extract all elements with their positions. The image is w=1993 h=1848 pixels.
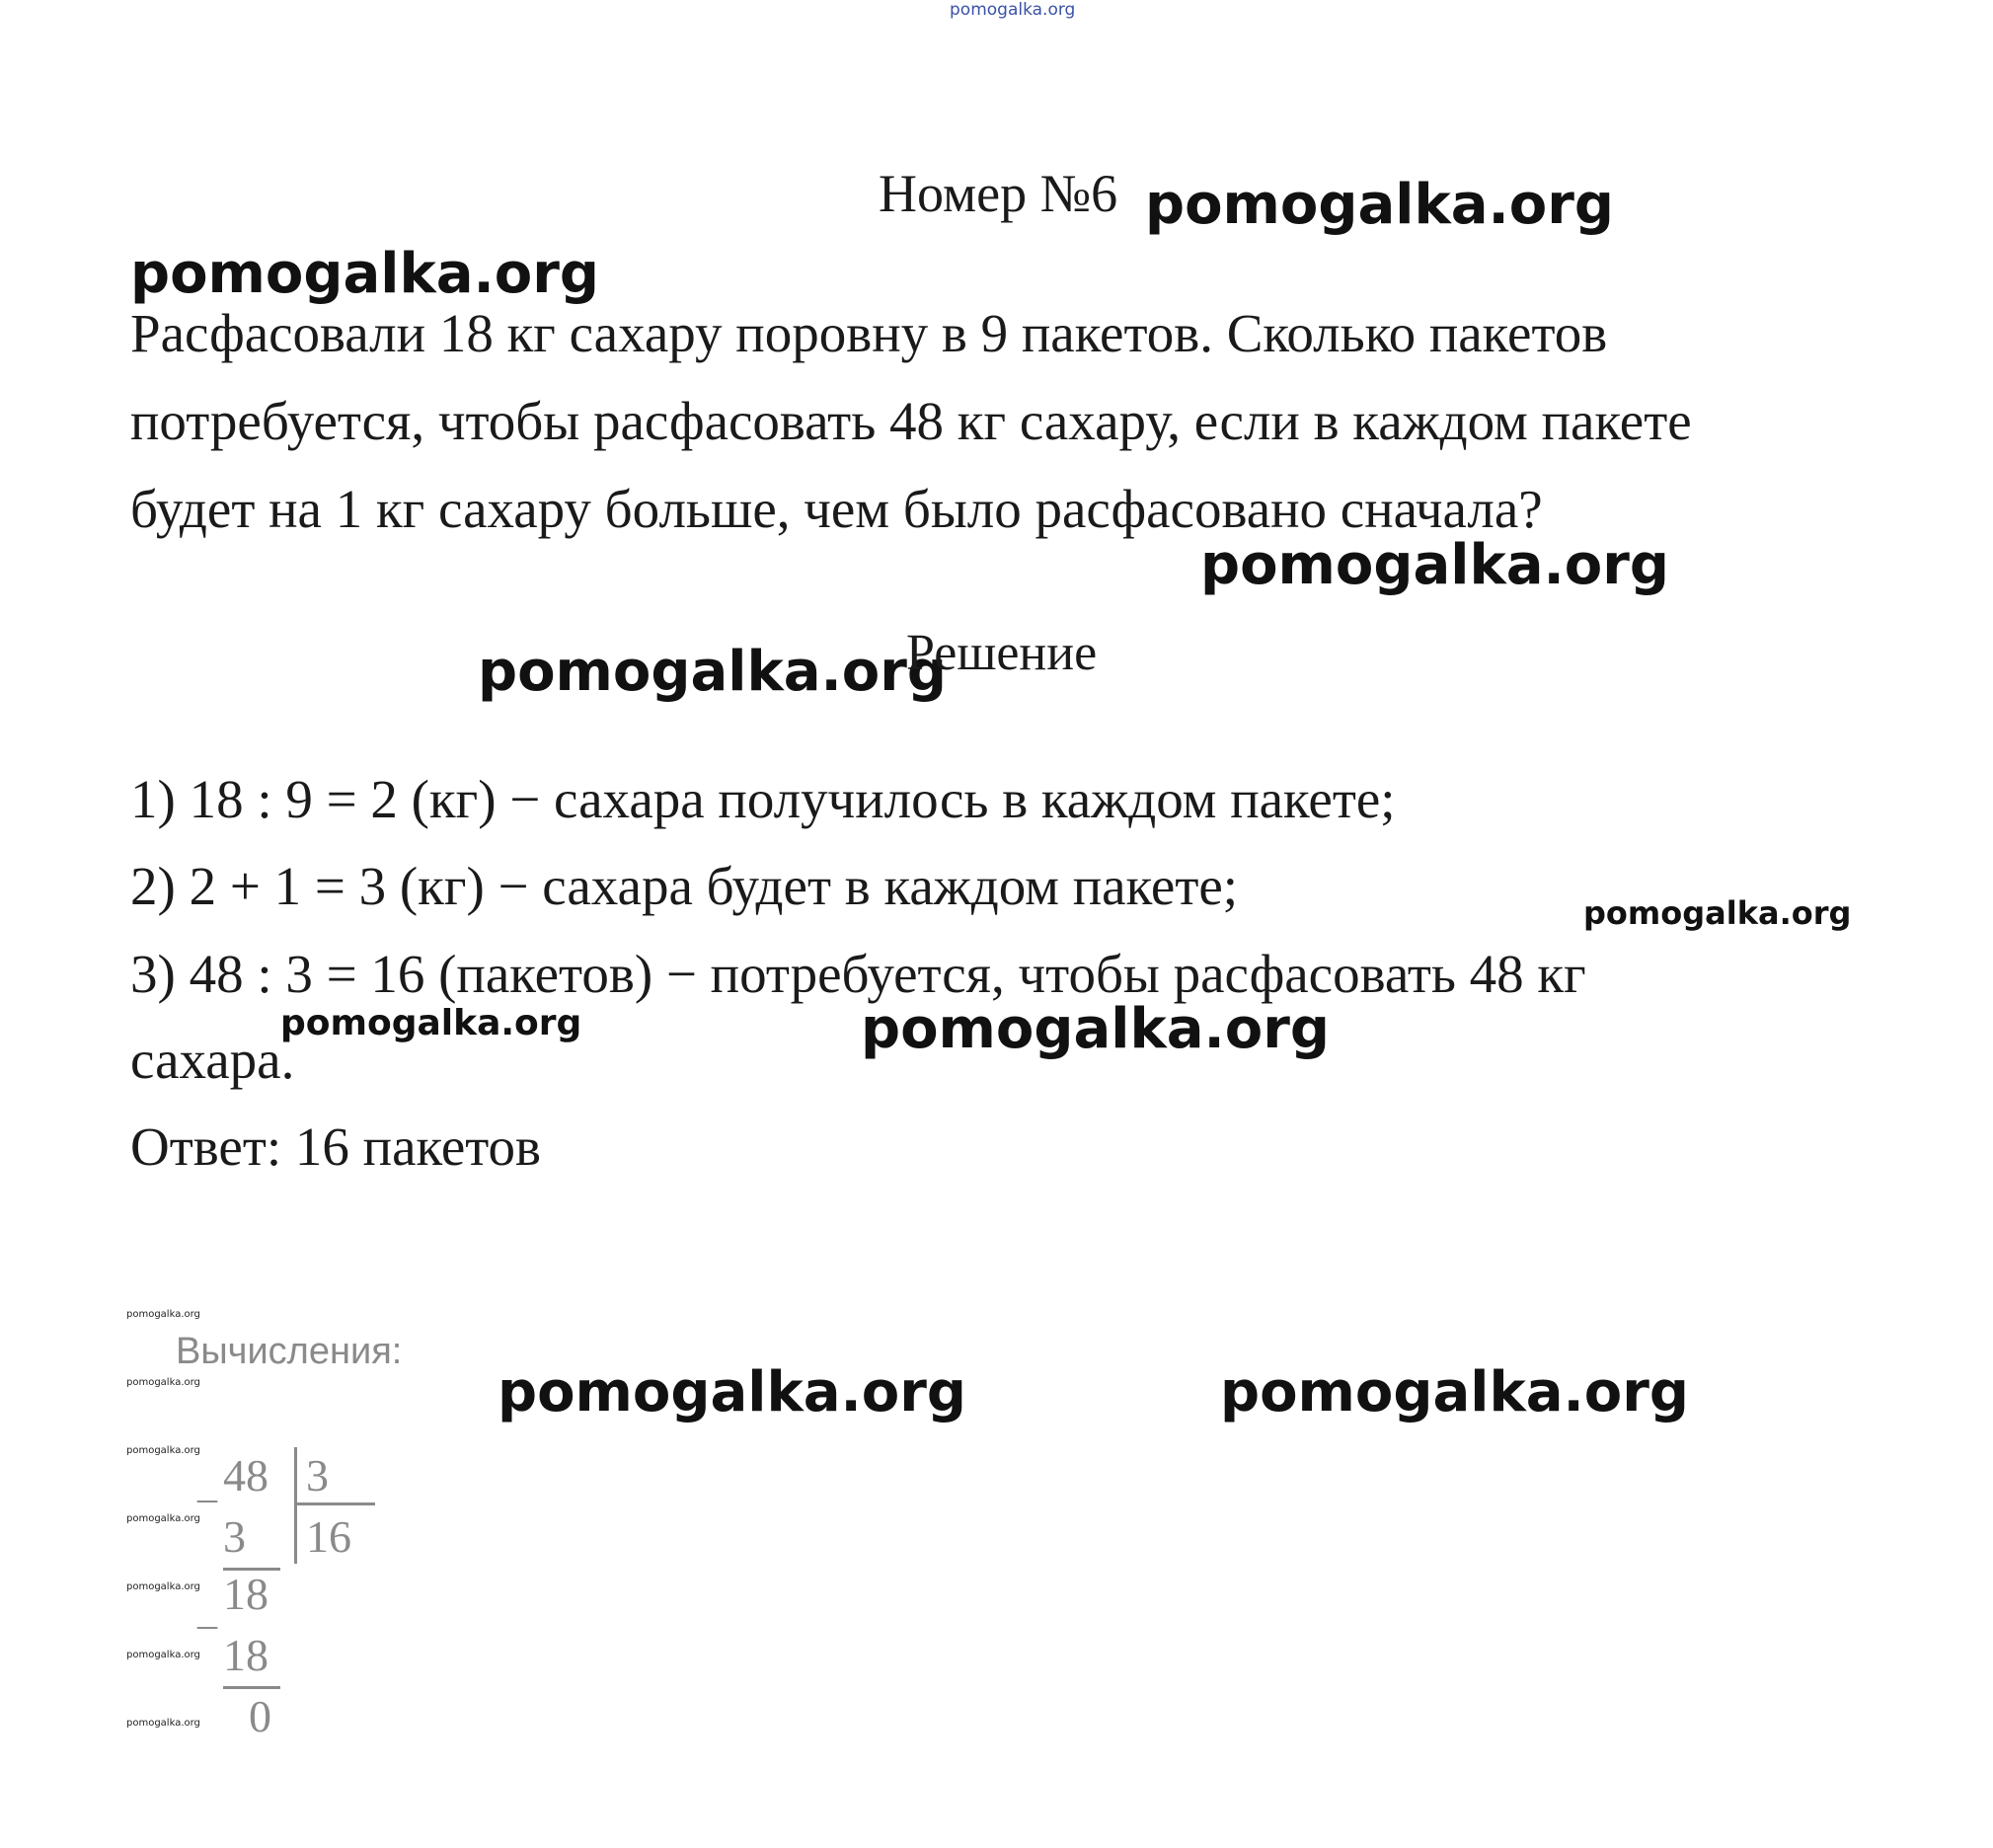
watermark: pomogalka.org [861, 997, 1330, 1061]
problem-line-3: будет на 1 кг сахару больше, чем было расфасовано сначала? [130, 479, 1543, 539]
minus-sign: _ [197, 1588, 217, 1633]
watermark: pomogalka.org [130, 242, 599, 306]
watermark: pomogalka.org [478, 640, 947, 704]
watermark: pomogalka.org [280, 1003, 582, 1043]
step-3-continued: сахара. [130, 1030, 295, 1090]
solution-heading: Решение [906, 625, 1098, 681]
subtrahend-1: 3 [223, 1511, 246, 1562]
quotient: 16 [306, 1511, 351, 1562]
division-bar [294, 1447, 297, 1564]
divisor: 3 [306, 1450, 329, 1501]
watermark: pomogalka.org [126, 1718, 200, 1729]
underline-2 [223, 1686, 280, 1689]
minus-sign: _ [197, 1462, 217, 1506]
watermark: pomogalka.org [1220, 1360, 1689, 1424]
remainder-2: 0 [249, 1691, 271, 1741]
watermark: pomogalka.org [126, 1513, 200, 1524]
watermark: pomogalka.org [1145, 173, 1614, 237]
step-1: 1) 18 : 9 = 2 (кг) − сахара получилось в каждом пакете; [130, 769, 1396, 829]
step-2: 2) 2 + 1 = 3 (кг) − сахара будет в каждом пакете; [130, 856, 1239, 916]
watermark: pomogalka.org [126, 1309, 200, 1320]
dividend: 48 [223, 1450, 268, 1501]
answer: Ответ: 16 пакетов [130, 1116, 542, 1177]
divisor-underline [294, 1502, 375, 1505]
page-title: Номер №6 [879, 164, 1118, 223]
watermark: pomogalka.org [1583, 894, 1852, 932]
watermark: pomogalka.org [1200, 533, 1669, 597]
problem-line-2: потребуется, чтобы расфасовать 48 кг сахару, если в каждом пакете [130, 391, 1692, 451]
subtrahend-2: 18 [223, 1630, 268, 1680]
watermark: pomogalka.org [126, 1650, 200, 1660]
watermark: pomogalka.org [126, 1377, 200, 1388]
remainder-1: 18 [223, 1569, 268, 1619]
watermark: pomogalka.org [126, 1445, 200, 1456]
watermark: pomogalka.org [126, 1581, 200, 1592]
watermark-top: pomogalka.org [950, 0, 1076, 20]
step-3: 3) 48 : 3 = 16 (пакетов) − потребуется, чтобы расфасовать 48 кг [130, 944, 1586, 1004]
watermark: pomogalka.org [498, 1360, 966, 1424]
problem-line-1: Расфасовали 18 кг сахару поровну в 9 пакетов. Сколько пакетов [130, 303, 1608, 363]
calc-label: Вычисления: [176, 1331, 403, 1372]
